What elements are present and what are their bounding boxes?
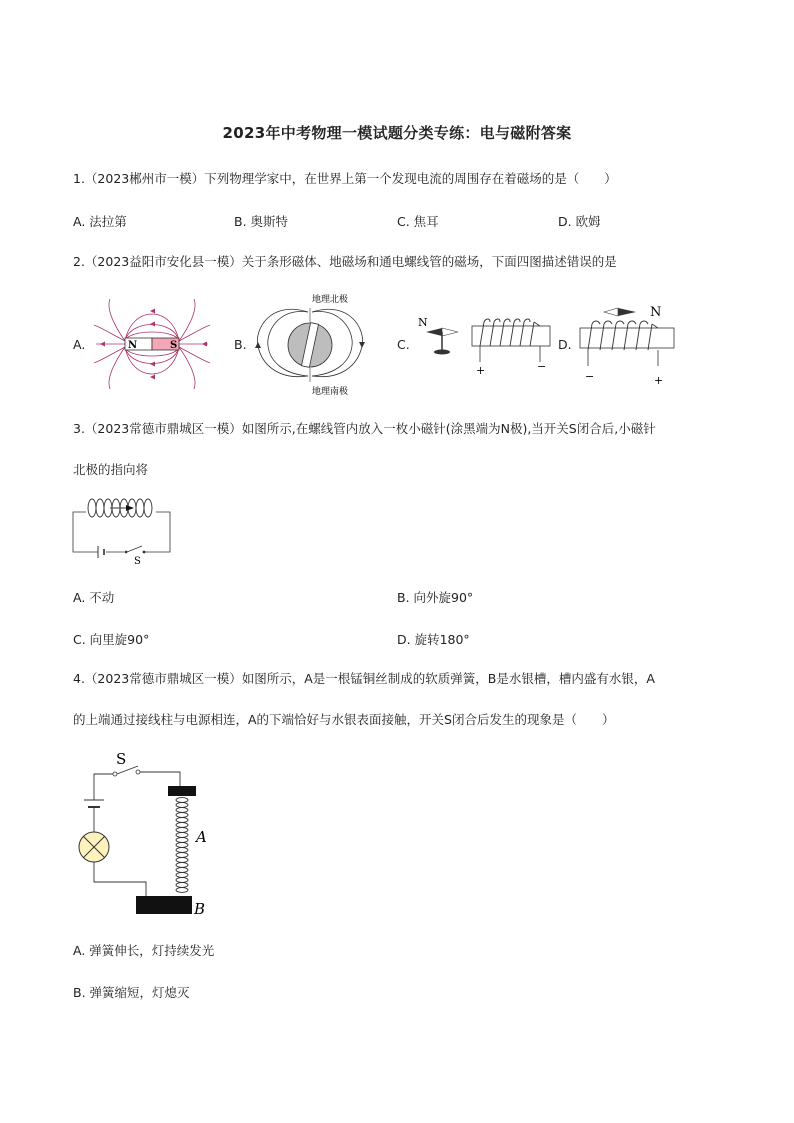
q4-trough-label: B (194, 900, 206, 918)
question-3-line-1: 3.（2023常德市鼎城区一模）如图所示,在螺线管内放入一枚小磁针(涂黑端为N极),当开关S闭合后,小磁针 (73, 421, 656, 436)
q1-option-d: D. 欧姆 (558, 214, 601, 229)
solenoid-d-minus: − (585, 370, 595, 383)
needle-d-n-label: N (650, 305, 662, 320)
question-4-line-1: 4.（2023常德市鼎城区一模）如图所示，A是一根锰铜丝制成的软质弹簧，B是水银槽，槽内盛有水银，A (73, 671, 655, 686)
q3-needle-black-end (126, 505, 134, 511)
geo-north-label: 地理北极 (312, 295, 349, 305)
q1-option-c: C. 焦耳 (397, 214, 439, 229)
solenoid-c-minus: − (537, 360, 547, 373)
q4-spring-coils (176, 798, 188, 893)
q3-option-b: B. 向外旋90° (397, 590, 474, 605)
compass-needle-north (426, 328, 442, 336)
q2-fig-label-d: D. (558, 337, 572, 352)
question-2-text: 2.（2023益阳市安化县一模）关于条形磁体、地磁场和通电螺线管的磁场，下面四图描述错误的是 (73, 254, 617, 269)
q3-circuit-figure (70, 494, 174, 566)
needle-n-label: N (418, 316, 428, 329)
q3-switch-blade (127, 546, 142, 552)
q1-option-a: A. 法拉第 (73, 214, 127, 229)
q2-fig-label-c: C. (397, 337, 410, 352)
q4-terminal-post (168, 786, 196, 796)
q3-circuit-wires (73, 512, 170, 552)
q2-figure-b-earth-field (250, 290, 380, 398)
q4-mercury-trough (136, 896, 192, 914)
magnet-n-label: N (128, 340, 138, 351)
q4-circuit-wires (94, 772, 180, 896)
q4-spring-label: A (196, 828, 207, 846)
geo-south-label: 地理南极 (312, 387, 349, 397)
q2-fig-label-b: B. (234, 337, 247, 352)
q2-figure-c-solenoid (412, 310, 558, 380)
q4-circuit-figure (74, 752, 214, 920)
solenoid-d-plus: + (654, 374, 664, 387)
q1-option-b: B. 奥斯特 (234, 214, 289, 229)
q4-switch-label: S (116, 752, 127, 768)
magnet-s-label: S (170, 340, 178, 351)
q3-option-d: D. 旋转180° (397, 632, 470, 647)
q2-figure-a-bar-magnet (92, 295, 212, 393)
question-4-line-2: 的上端通过接线柱与电源相连，A的下端恰好与水银表面接触，开关S闭合后发生的现象是（ ） (73, 712, 615, 727)
question-3-line-2: 北极的指向将 (73, 462, 149, 477)
compass-needle-south (442, 328, 458, 336)
q2-fig-label-a: A. (73, 337, 86, 352)
q4-option-a: A. 弹簧伸长，灯持续发光 (73, 943, 215, 958)
page-title: 2023年中考物理一模试题分类专练：电与磁附答案 (222, 124, 572, 142)
q3-option-a: A. 不动 (73, 590, 115, 605)
question-1-text: 1.（2023郴州市一模）下列物理学家中，在世界上第一个发现电流的周围存在着磁场的是（ ） (73, 171, 617, 186)
compass-d-needle-north (618, 308, 636, 316)
q4-option-b: B. 弹簧缩短，灯熄灭 (73, 985, 190, 1000)
q3-switch-label: S (134, 556, 141, 566)
solenoid-core (472, 326, 550, 346)
q2-figure-d-solenoid (574, 298, 684, 388)
compass-d-needle-south (604, 308, 618, 316)
solenoid-c-plus: + (476, 364, 486, 377)
q3-option-c: C. 向里旋90° (73, 632, 150, 647)
